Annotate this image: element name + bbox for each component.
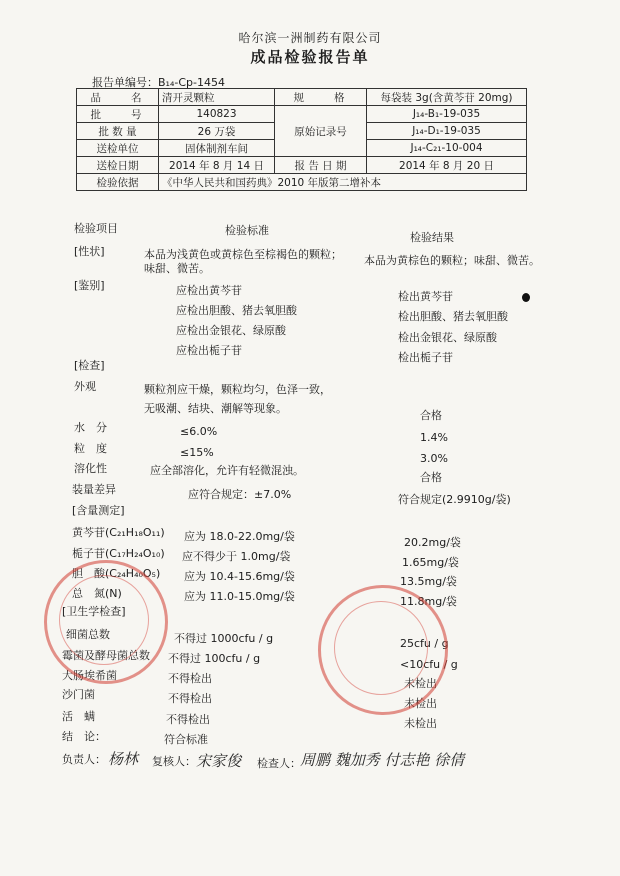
- send-date-value: 2014 年 8 月 14 日: [159, 157, 275, 174]
- report-title: 成品检验报告单: [250, 48, 370, 66]
- batch-qty-value: 26 万袋: [159, 123, 275, 140]
- company-name: 哈尔滨一洲制药有限公司: [238, 31, 382, 45]
- raw-record-label: 原始记录号: [275, 106, 367, 157]
- character-result: 本品为黄棕色的颗粒；味甜、微苦。: [364, 254, 540, 267]
- micro-label-1: 细菌总数: [66, 628, 110, 641]
- micro-result-3: 未检出: [404, 677, 437, 690]
- assay-standard-1: 应为 18.0-22.0mg/袋: [184, 530, 295, 543]
- appearance-standard-2: 无吸潮、结块、潮解等现象。: [144, 402, 287, 415]
- header-item: 检验项目: [74, 222, 118, 235]
- ink-blot: [522, 293, 530, 302]
- assay-result-1: 20.2mg/袋: [404, 536, 461, 549]
- ident-result-3: 检出金银花、绿原酸: [398, 331, 497, 344]
- character-standard-2: 味甜、微苦。: [144, 262, 210, 275]
- character-standard-1: 本品为浅黄色或黄棕色至棕褐色的颗粒；: [144, 248, 342, 261]
- product-name: 清开灵颗粒: [159, 89, 275, 106]
- ident-standard-3: 应检出金银花、绿原酸: [176, 324, 286, 337]
- micro-standard-3: 不得检出: [168, 672, 212, 685]
- sender-value: 固体制剂车间: [159, 140, 275, 157]
- ident-result-2: 检出胆酸、猪去氧胆酸: [398, 310, 508, 323]
- assay-standard-3: 应为 10.4-15.6mg/袋: [184, 570, 295, 583]
- basis-value: 《中华人民共和国药典》2010 年版第二增补本: [159, 174, 527, 191]
- batch-label: 批 号: [77, 106, 159, 123]
- send-date-label: 送检日期: [77, 157, 159, 174]
- solubility-result: 合格: [420, 471, 442, 484]
- inspector-label: 检查人：: [257, 757, 301, 770]
- responsible-signature: 杨林: [108, 750, 139, 768]
- report-date-label: 报 告 日 期: [275, 157, 367, 174]
- micro-standard-4: 不得检出: [168, 692, 212, 705]
- report-number: 报告单编号：B₁₄-Cp-1454: [92, 76, 225, 89]
- assay-result-3: 13.5mg/袋: [400, 575, 457, 588]
- moisture-result: 1.4%: [420, 431, 448, 444]
- moisture-label: 水 分: [74, 421, 107, 434]
- assay-label-4: 总 氮(N): [72, 587, 122, 600]
- appearance-result: 合格: [420, 409, 442, 422]
- report-date-value: 2014 年 8 月 20 日: [367, 157, 527, 174]
- micro-label-5: 活 螨: [62, 710, 95, 723]
- responsible-label: 负责人：: [62, 753, 106, 766]
- sender-label: 送检单位: [77, 140, 159, 157]
- raw-record-2: J₁₄-D₁-19-035: [367, 123, 527, 140]
- assay-standard-4: 应为 11.0-15.0mg/袋: [184, 590, 295, 603]
- micro-label-3: 大肠埃希菌: [62, 669, 117, 682]
- fill-variation-label: 装量差异: [72, 483, 116, 496]
- micro-label-2: 霉菌及酵母菌总数: [62, 649, 150, 662]
- micro-result-1: 25cfu / g: [400, 637, 449, 650]
- assay-label-1: 黄芩苷(C₂₁H₁₈O₁₁): [72, 526, 165, 539]
- conclusion-value: 符合标准: [164, 733, 208, 746]
- micro-standard-2: 不得过 100cfu / g: [168, 652, 261, 665]
- section-identification: [鉴别]: [74, 279, 105, 292]
- section-inspection: [检查]: [74, 359, 105, 372]
- section-microbial: [卫生学检查]: [62, 605, 126, 618]
- spec-value: 每袋装 3g(含黄芩苷 20mg): [367, 89, 527, 106]
- ident-standard-1: 应检出黄芩苷: [176, 284, 242, 297]
- company-seal-left: [44, 560, 168, 684]
- appearance-label: 外观: [74, 380, 96, 393]
- assay-result-4: 11.8mg/袋: [400, 595, 457, 608]
- product-name-label: 品 名: [77, 89, 159, 106]
- assay-label-3: 胆 酸(C₂₄H₄₀O₅): [72, 567, 161, 580]
- micro-result-5: 未检出: [404, 717, 437, 730]
- micro-result-2: <10cfu / g: [400, 658, 458, 671]
- inspector-signatures: 周鹏 魏加秀 付志艳 徐倩: [300, 751, 465, 769]
- seal-inner-ring: [59, 575, 149, 665]
- micro-label-4: 沙门菌: [62, 688, 95, 701]
- header-standard: 检验标准: [225, 224, 269, 237]
- ident-result-4: 检出栀子苷: [398, 351, 453, 364]
- ident-standard-2: 应检出胆酸、猪去氧胆酸: [176, 304, 297, 317]
- seal-inner-ring: [334, 601, 428, 695]
- basis-label: 检验依据: [77, 174, 159, 191]
- company-seal-right: [318, 585, 448, 715]
- assay-label-2: 栀子苷(C₁₇H₂₄O₁₀): [72, 547, 165, 560]
- raw-record-3: J₁₄-C₂₁-10-004: [367, 140, 527, 157]
- header-result: 检验结果: [410, 231, 454, 244]
- ident-result-1: 检出黄芩苷: [398, 290, 453, 303]
- micro-standard-5: 不得检出: [166, 713, 210, 726]
- granularity-standard: ≤15%: [180, 446, 214, 459]
- ident-standard-4: 应检出栀子苷: [176, 344, 242, 357]
- reviewer-signature: 宋家俊: [196, 752, 242, 770]
- appearance-standard-1: 颗粒剂应干燥，颗粒均匀，色泽一致，: [144, 383, 331, 396]
- batch-value: 140823: [159, 106, 275, 123]
- fill-variation-standard: 应符合规定：±7.0%: [188, 488, 292, 501]
- assay-result-2: 1.65mg/袋: [402, 556, 459, 569]
- raw-record-1: J₁₄-B₁-19-035: [367, 106, 527, 123]
- assay-standard-2: 应不得少于 1.0mg/袋: [182, 550, 291, 563]
- solubility-label: 溶化性: [74, 462, 107, 475]
- product-info-table: [76, 88, 527, 191]
- fill-variation-result: 符合规定(2.9910g/袋): [398, 493, 511, 506]
- spec-label: 规 格: [275, 89, 367, 106]
- section-assay: [含量测定]: [72, 504, 125, 517]
- batch-qty-label: 批 数 量: [77, 123, 159, 140]
- granularity-result: 3.0%: [420, 452, 448, 465]
- reviewer-label: 复核人：: [152, 755, 196, 768]
- granularity-label: 粒 度: [74, 442, 107, 455]
- micro-standard-1: 不得过 1000cfu / g: [174, 632, 274, 645]
- conclusion-label: 结 论：: [62, 730, 106, 743]
- solubility-standard: 应全部溶化，允许有轻微混浊。: [150, 464, 304, 477]
- moisture-standard: ≤6.0%: [180, 425, 218, 438]
- micro-result-4: 未检出: [404, 697, 437, 710]
- section-character: [性状]: [74, 245, 105, 258]
